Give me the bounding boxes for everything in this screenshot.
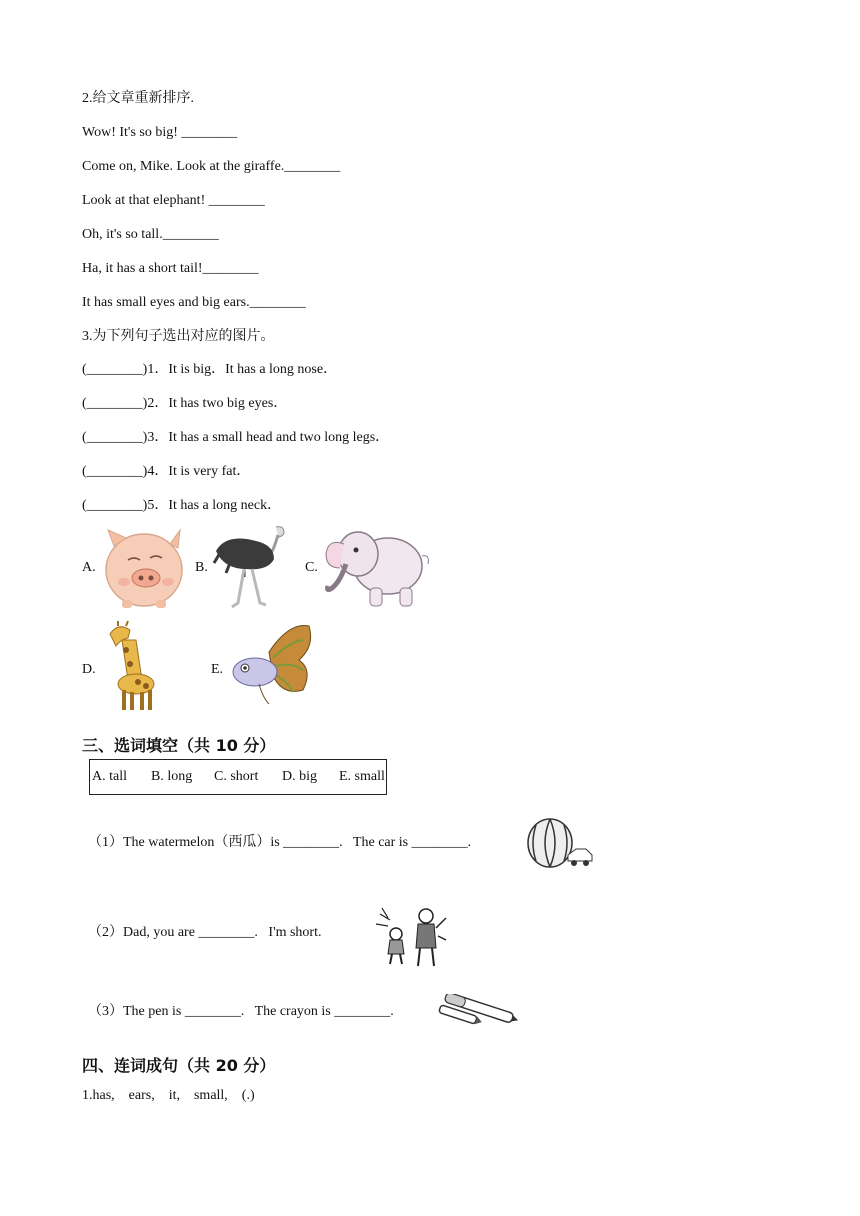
match-question-5: (________)5．It has a long neck．: [82, 498, 282, 513]
match-question-1: (________)1．It is big．It has a long nose．: [82, 362, 338, 377]
watermelon-car-icon: [524, 815, 594, 871]
word-choice-e: E. small: [339, 769, 385, 784]
part-three-heading: 三、选词填空（共 10 分）: [82, 736, 276, 755]
pen-crayon-icon: [436, 994, 518, 1034]
reorder-line-6: It has small eyes and big ears.________: [82, 295, 306, 310]
reorder-line-2: Come on, Mike. Look at the giraffe.________: [82, 159, 341, 174]
word-choice-d: D. big: [282, 769, 317, 784]
word-bank-box: [89, 759, 387, 795]
option-b-label: B.: [195, 560, 208, 575]
word-choice-a: A. tall: [92, 769, 127, 784]
fill-item-3: （3）The pen is ________. The crayon is ________.: [88, 1004, 394, 1019]
word-choice-b: B. long: [151, 769, 193, 784]
reorder-line-5: Ha, it has a short tail!________: [82, 261, 259, 276]
match-question-4: (________)4．It is very fat．: [82, 464, 251, 479]
goldfish-icon: [229, 622, 317, 710]
reorder-line-3: Look at that elephant! ________: [82, 193, 265, 208]
option-e-label: E.: [211, 662, 224, 677]
option-c-label: C.: [305, 560, 318, 575]
reorder-line-1: Wow! It's so big! ________: [82, 125, 238, 140]
option-d-label: D.: [82, 662, 96, 677]
fill-item-1: （1）The watermelon（西瓜）is ________. The car is ________.: [88, 835, 472, 850]
word-order-item-1: 1.has, ears, it, small, (.): [82, 1088, 255, 1103]
pig-icon: [100, 524, 188, 610]
match-question-2: (________)2．It has two big eyes．: [82, 396, 288, 411]
match-question-3: (________)3．It has a small head and two long legs．: [82, 430, 390, 445]
dad-child-icon: [372, 906, 448, 968]
fill-item-2: （2）Dad, you are ________. I'm short.: [88, 925, 322, 940]
section2-title: 2.给文章重新排序.: [82, 91, 194, 106]
part-four-heading: 四、连词成句（共 20 分）: [82, 1056, 276, 1075]
section3-title: 3.为下列句子选出对应的图片。: [82, 329, 275, 344]
ostrich-icon: [210, 523, 300, 609]
elephant-icon: [324, 520, 432, 612]
word-choice-c: C. short: [214, 769, 259, 784]
option-a-label: A.: [82, 560, 96, 575]
giraffe-icon: [100, 620, 162, 714]
reorder-line-4: Oh, it's so tall.________: [82, 227, 219, 242]
